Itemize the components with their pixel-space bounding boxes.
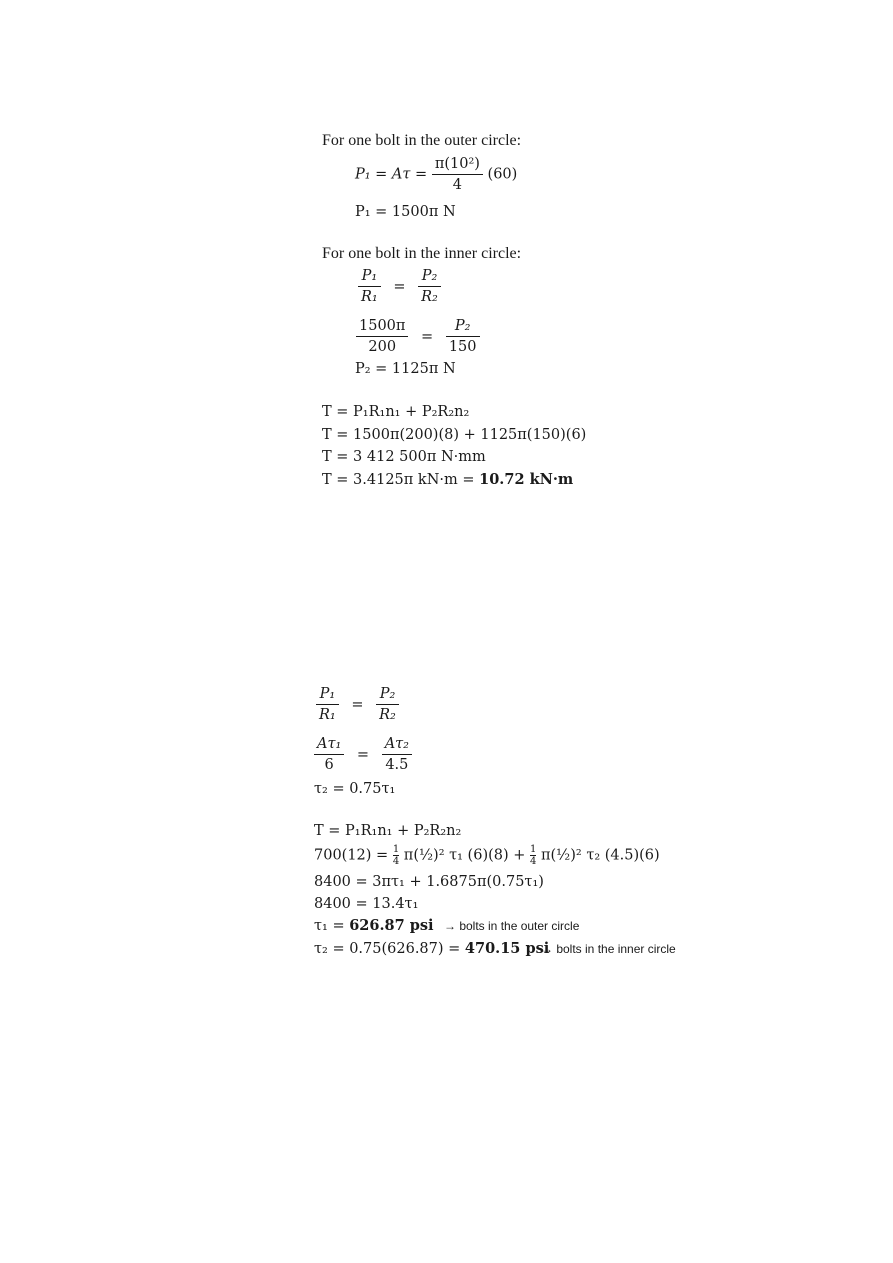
torque-b-line1: T = P₁R₁n₁ + P₂R₂n₂ xyxy=(314,823,462,839)
tau2-value: 470.15 psi xyxy=(464,940,550,957)
torque-b-line2-c: π(½)² τ₂ (4.5)(6) xyxy=(536,847,660,864)
p1-tail: (60) xyxy=(487,166,518,183)
ratio-a2-num-left: 1500π xyxy=(356,316,408,337)
tau2-answer-line xyxy=(314,939,549,959)
tau2-note: → bolts in the inner circle xyxy=(541,942,676,956)
quarter-num-2: 1 xyxy=(530,844,537,855)
ratio-a-p1: P₁ xyxy=(358,266,381,287)
p2-result: P₂ = 1125π N xyxy=(355,361,456,377)
p1-frac-denominator: 4 xyxy=(452,177,462,193)
quarter-num-1: 1 xyxy=(392,844,400,855)
equation-p1 xyxy=(355,154,517,195)
ratio-b2-num-left: Aτ₁ xyxy=(314,734,344,755)
ratio-a-r2: R₂ xyxy=(421,289,438,305)
torque-b-line2-a: 700(12) = xyxy=(314,847,393,864)
heading-outer-circle: For one bolt in the outer circle: xyxy=(322,132,522,149)
ratio-a-right xyxy=(418,266,441,307)
ratio-b-left xyxy=(316,684,339,725)
tau1-note: → bolts in the outer circle xyxy=(444,919,580,933)
torque-a-line2: T = 1500π(200)(8) + 1125π(150)(6) xyxy=(322,427,587,443)
tau1-answer-line xyxy=(314,916,434,936)
tau1-lhs: τ₁ = xyxy=(314,918,350,934)
torque-a-line4 xyxy=(322,470,573,490)
ratio-a-equals: = xyxy=(393,278,406,295)
ratio-a2-left xyxy=(356,316,408,357)
p1-fraction xyxy=(432,154,483,195)
p1-frac-numerator: π(10²) xyxy=(432,154,483,175)
ratio-equation-b xyxy=(316,684,399,725)
ratio-b-equals: = xyxy=(351,696,364,713)
ratio-a2-den-left: 200 xyxy=(368,339,397,355)
tau1-value: 626.87 psi xyxy=(349,917,434,934)
torque-b-line2 xyxy=(314,844,660,867)
ratio-a2-equals: = xyxy=(421,328,434,345)
p1-lhs: P₁ = Aτ = xyxy=(355,166,428,183)
torque-a-line3: T = 3 412 500π N·mm xyxy=(322,449,486,465)
ratio-b2-equals: = xyxy=(356,746,370,763)
ratio-b-p1: P₁ xyxy=(316,684,339,705)
ratio-b-r2: R₂ xyxy=(379,707,396,723)
torque-b-line2-b: π(½)² τ₁ (6)(8) + xyxy=(399,847,531,864)
quarter-den-1: 4 xyxy=(392,856,400,867)
ratio-equation-a xyxy=(358,266,441,307)
ratio-a-r1: R₁ xyxy=(361,289,378,305)
ratio-b2-right xyxy=(382,734,412,775)
ratio-b2-den-left: 6 xyxy=(324,757,334,773)
ratio-a-left xyxy=(358,266,381,307)
heading-inner-circle: For one bolt in the inner circle: xyxy=(322,245,522,262)
torque-a-line4-plain: T = 3.4125π kN·m = xyxy=(322,472,480,488)
ratio-b-r1: R₁ xyxy=(319,707,336,723)
torque-a-answer: 10.72 kN·m xyxy=(479,471,574,488)
torque-b-line3: 8400 = 3πτ₁ + 1.6875π(0.75τ₁) xyxy=(314,874,544,890)
quarter-den-2: 4 xyxy=(530,856,537,867)
ratio-a2-den-right: 150 xyxy=(448,339,477,355)
ratio-b2-den-right: 4.5 xyxy=(385,757,409,773)
ratio-a-p2: P₂ xyxy=(418,266,441,287)
ratio-b2-left xyxy=(314,734,344,775)
ratio-b2-num-right: Aτ₂ xyxy=(382,734,412,755)
ratio-b-right xyxy=(376,684,399,725)
tau2-lhs: τ₂ = 0.75(626.87) = xyxy=(314,941,465,957)
ratio-equation-a2 xyxy=(356,316,480,357)
torque-a-line1: T = P₁R₁n₁ + P₂R₂n₂ xyxy=(322,404,470,420)
p1-result: P₁ = 1500π N xyxy=(355,204,456,220)
ratio-a2-right xyxy=(446,316,480,357)
ratio-b-p2: P₂ xyxy=(376,684,399,705)
ratio-equation-b2 xyxy=(314,734,412,775)
ratio-a2-num-right: P₂ xyxy=(446,316,480,337)
tau2-relation: τ₂ = 0.75τ₁ xyxy=(314,781,396,797)
torque-b-line4: 8400 = 13.4τ₁ xyxy=(314,896,419,912)
